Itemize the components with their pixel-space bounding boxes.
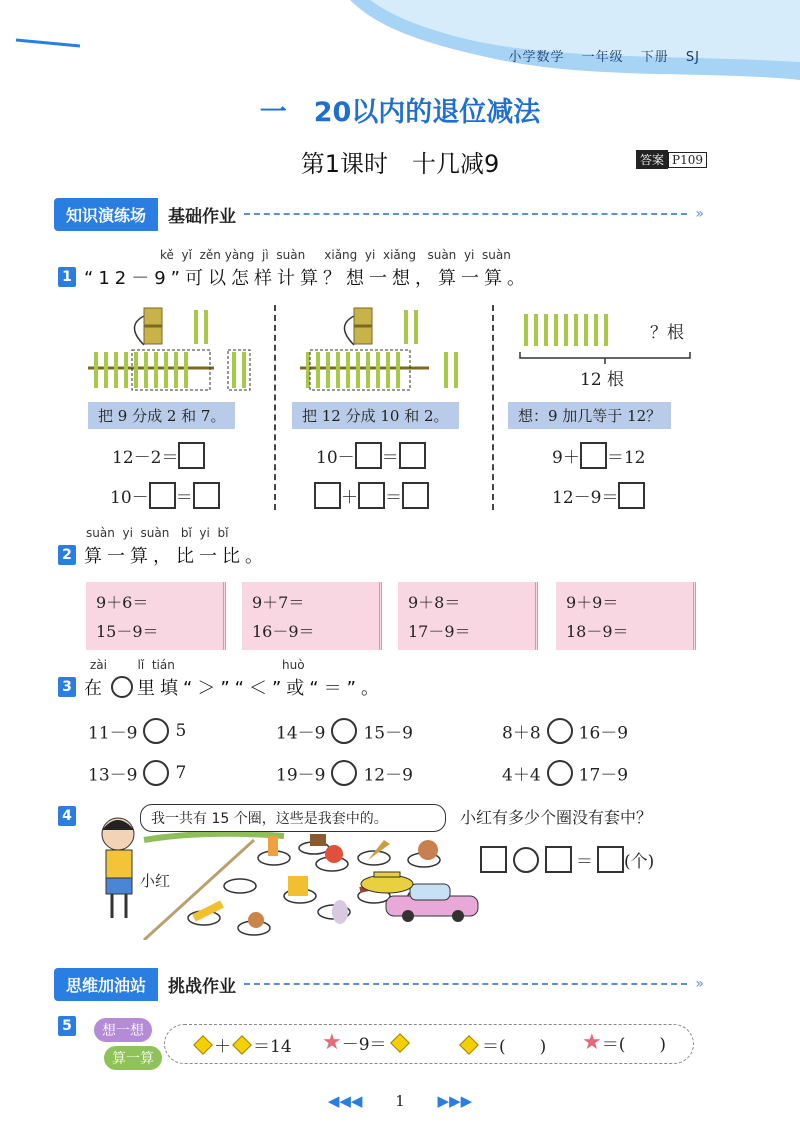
hint-banner: 想：9 加几等于 12？ (508, 402, 671, 429)
compare-item: 13－9 7 (88, 760, 186, 786)
answer-box[interactable] (178, 442, 205, 469)
q5-eq1: ＋ ＝14 (192, 1032, 292, 1057)
toy-plane-icon (352, 866, 422, 902)
header-edition: SJ (685, 50, 700, 65)
compare-circle[interactable] (331, 760, 357, 786)
page-number: 1 (395, 1092, 405, 1110)
compare-item: 8＋8 16－9 (502, 718, 628, 744)
compare-circle[interactable] (547, 760, 573, 786)
hint-banner: 把 12 分成 10 和 2。 (292, 402, 459, 429)
stick-bundle-icon (134, 308, 162, 345)
section-tag: 知识演练场 (54, 198, 158, 231)
compare-circle[interactable] (143, 760, 169, 786)
answer-box[interactable] (193, 482, 220, 509)
compare-item: 14－9 15－9 (276, 718, 413, 744)
question-number: 3 (58, 677, 76, 697)
diamond-icon (232, 1035, 252, 1055)
calc-tag: 算一算 (104, 1046, 162, 1070)
q5-eq3: ＝( ) (456, 1032, 546, 1057)
q5-eq4: ★ ＝( ) (582, 1030, 666, 1055)
panel-divider (492, 305, 494, 510)
pager (0, 1092, 800, 1110)
diamond-icon (459, 1035, 479, 1055)
diamond-icon (193, 1035, 213, 1055)
q3-pinyin: zài lǐ tián (90, 658, 175, 672)
equation-card: 9＋9＝ 18－9＝ (556, 582, 696, 650)
panel-divider (274, 305, 276, 510)
operator-circle[interactable] (513, 847, 539, 873)
section-sub: 基础作业 (168, 206, 237, 227)
answer-box[interactable] (355, 442, 382, 469)
q4-answer-row: ＝ (个) (480, 846, 654, 873)
speech-bubble: 我一共有 15 个圈，这些是我套中的。 (140, 804, 446, 832)
section-bar-challenge (54, 968, 704, 1000)
compare-item: 19－9 12－9 (276, 760, 413, 786)
equation: 9＋ ＝12 (552, 442, 645, 469)
compare-item: 4＋4 17－9 (502, 760, 628, 786)
stick-bundle-icon (344, 308, 372, 345)
compare-item: 11－9 5 (88, 718, 186, 744)
double-chevron-icon: » (695, 206, 704, 222)
unknown-count-label: ？根 (650, 323, 684, 343)
question-number: 5 (58, 1016, 76, 1036)
q3-text: 在 里填“＞”“＜”或“＝”。 (84, 678, 384, 699)
answer-box[interactable] (597, 846, 624, 873)
section-bar-basic (54, 198, 704, 230)
equation-card: 9＋6＝ 15－9＝ (86, 582, 226, 650)
answer-box[interactable] (402, 482, 429, 509)
next-page-icon[interactable]: ▶▶▶ (437, 1092, 473, 1110)
equation-card: 9＋7＝ 16－9＝ (242, 582, 382, 650)
answer-box[interactable] (358, 482, 385, 509)
q2-pinyin: suàn yi suàn bǐ yi bǐ (86, 526, 229, 540)
answer-box[interactable] (399, 442, 426, 469)
equation: ＋ ＝ (314, 482, 429, 509)
header-term: 下册 (640, 50, 669, 65)
header-wave (0, 0, 800, 90)
q3-pinyin: huò (282, 658, 305, 672)
star-icon: ★ (322, 1030, 342, 1055)
answer-box[interactable] (314, 482, 341, 509)
compare-circle[interactable] (143, 718, 169, 744)
prev-page-icon[interactable]: ◀◀◀ (327, 1092, 363, 1110)
answer-box[interactable] (618, 482, 645, 509)
character-name: 小红 (140, 872, 171, 890)
lesson-title: 第1课时 十几减9 (300, 150, 500, 178)
compare-circle[interactable] (547, 718, 573, 744)
equation: 10－ ＝ (316, 442, 426, 469)
equation: 10－ ＝ (110, 482, 220, 509)
girl-icon (102, 818, 134, 918)
answer-box[interactable] (580, 442, 607, 469)
answer-box[interactable] (545, 846, 572, 873)
circle-icon (111, 676, 133, 698)
q2-text: 算一算，比一比。 (84, 546, 268, 567)
answer-box[interactable] (149, 482, 176, 509)
unit-label: (个) (624, 852, 655, 872)
double-chevron-icon: » (695, 976, 704, 992)
answer-ref[interactable] (636, 150, 707, 169)
equation: 12－9＝ (552, 482, 645, 509)
hint-banner: 把 9 分成 2 和 7。 (88, 402, 235, 429)
q1-text: “12－9”可以怎样计算？想一想，算一算。 (84, 268, 531, 289)
think-tag: 想一想 (94, 1018, 152, 1042)
diamond-icon (390, 1033, 410, 1053)
q5-eq2: ★ －9＝ (322, 1030, 413, 1055)
q4-question: 小红有多少个圈没有套中？ (460, 808, 653, 827)
equation-card: 9＋8＝ 17－9＝ (398, 582, 538, 650)
section-divider (244, 213, 687, 215)
section-tag: 思维加油站 (54, 968, 158, 1001)
question-number: 1 (58, 267, 76, 287)
section-divider (244, 983, 687, 985)
total-count-label: 12 根 (580, 370, 625, 390)
header-grade: 一年级 (581, 50, 624, 65)
unit-title: 一 20以内的退位减法 (259, 97, 541, 128)
star-icon: ★ (582, 1030, 602, 1055)
answer-label: 答案 (636, 150, 668, 169)
question-number: 4 (58, 806, 76, 826)
section-sub: 挑战作业 (168, 976, 237, 997)
header-meta (496, 46, 700, 65)
header-subject: 小学数学 (508, 50, 565, 65)
question-number: 2 (58, 545, 76, 565)
answer-page: P109 (668, 152, 707, 168)
equation: 12－2＝ (112, 442, 205, 469)
q1-pinyin: kě yǐ zěn yàng jì suàn xiǎng yi xiǎng suàn yi suàn (160, 248, 511, 262)
answer-box[interactable] (480, 846, 507, 873)
compare-circle[interactable] (331, 718, 357, 744)
